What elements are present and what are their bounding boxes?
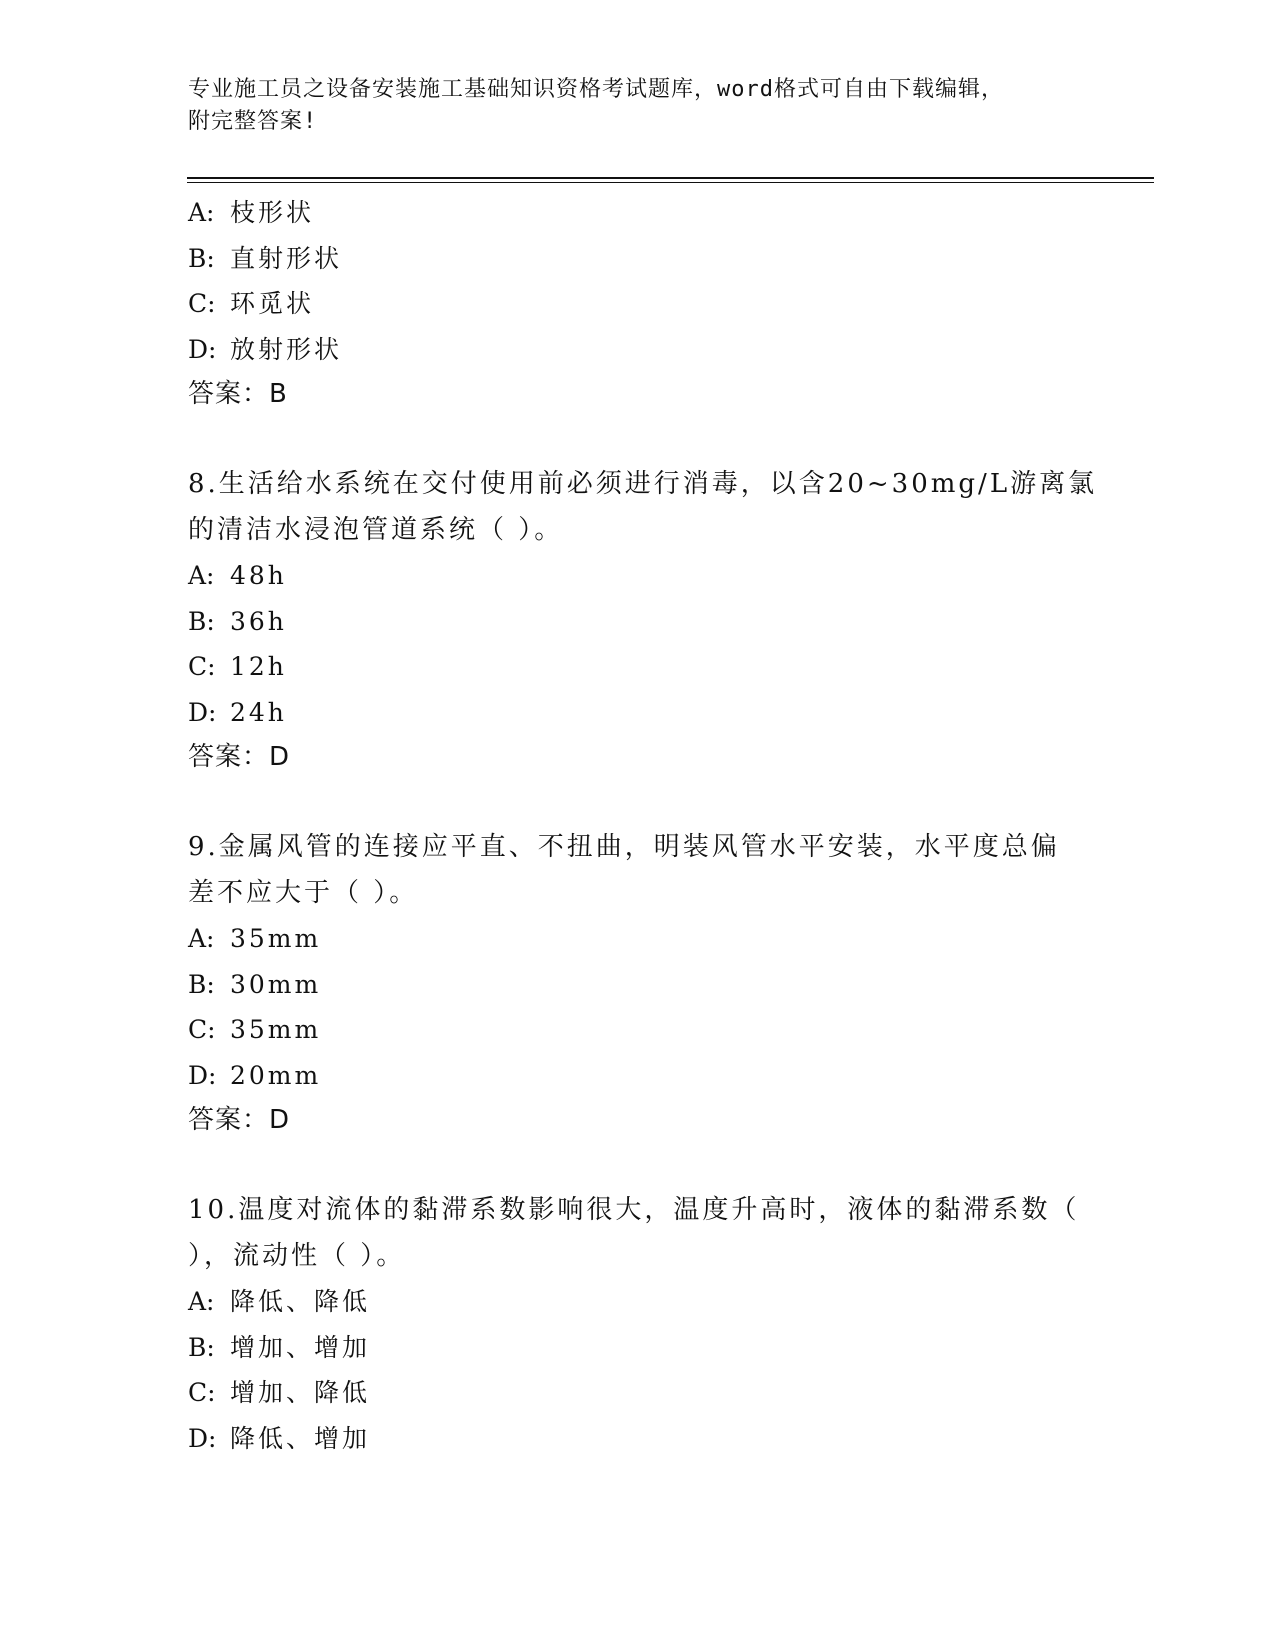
header-line-1: 专业施工员之设备安装施工基础知识资格考试题库，word格式可自由下载编辑， xyxy=(188,77,1004,102)
option-label: D: xyxy=(188,334,217,364)
document-header xyxy=(188,74,1068,138)
option-label: A: xyxy=(188,561,215,590)
question-stem-line-1: 10.温度对流体的黏滞系数影响很大，温度升高时，液体的黏滞系数（ xyxy=(188,1195,1080,1225)
question-7 xyxy=(188,190,1068,417)
option-text: 放射形状 xyxy=(230,334,343,364)
option-label: D: xyxy=(188,697,217,727)
option-text: 35mm xyxy=(230,924,322,953)
option-text: 48h xyxy=(230,561,287,590)
question-stem-line-1: 9.金属风管的连接应平直、不扭曲，明装风管水平安装，水平度总偏 xyxy=(188,832,1060,862)
option-b xyxy=(188,599,1068,645)
option-c xyxy=(188,644,1068,690)
option-label: C: xyxy=(188,1378,216,1407)
option-d xyxy=(188,1416,1068,1462)
question-8 xyxy=(188,462,1098,780)
option-text: 环觅状 xyxy=(230,289,315,318)
option-label: A: xyxy=(188,924,215,953)
option-b xyxy=(188,1325,1068,1371)
question-9 xyxy=(188,825,1068,1143)
answer-line: 答案：D xyxy=(188,1105,291,1135)
option-label: B: xyxy=(188,969,215,999)
option-text: 增加、增加 xyxy=(230,1332,371,1362)
option-c xyxy=(188,1007,1068,1053)
option-d xyxy=(188,1053,1068,1099)
question-10 xyxy=(188,1188,1080,1461)
option-label: B: xyxy=(188,1332,215,1362)
option-a xyxy=(188,916,1068,962)
option-c xyxy=(188,281,1068,327)
option-label: C: xyxy=(188,652,216,681)
option-text: 直射形状 xyxy=(230,243,343,273)
option-text: 35mm xyxy=(230,1015,322,1044)
option-text: 12h xyxy=(230,652,287,681)
option-text: 增加、降低 xyxy=(230,1378,371,1407)
option-b xyxy=(188,236,1068,282)
option-text: 降低、增加 xyxy=(230,1423,371,1453)
option-label: C: xyxy=(188,289,216,318)
option-a xyxy=(188,190,1068,236)
option-text: 降低、降低 xyxy=(230,1287,371,1316)
option-a xyxy=(188,1279,1068,1325)
question-stem-line-2: 的清洁水浸泡管道系统（ ）。 xyxy=(188,514,564,545)
option-b xyxy=(188,962,1068,1008)
answer-line: 答案：B xyxy=(188,379,288,409)
option-label: D: xyxy=(188,1060,217,1090)
option-a xyxy=(188,553,1068,599)
option-d xyxy=(188,690,1068,736)
option-text: 枝形状 xyxy=(230,198,315,227)
option-c xyxy=(188,1370,1068,1416)
header-divider-thick xyxy=(187,177,1154,179)
header-line-2: 附完整答案! xyxy=(188,109,318,134)
option-d xyxy=(188,327,1068,373)
question-content xyxy=(188,190,1098,1461)
answer-line: 答案：D xyxy=(188,742,291,772)
option-label: D: xyxy=(188,1423,217,1453)
option-text: 30mm xyxy=(230,969,322,999)
option-label: C: xyxy=(188,1015,216,1044)
question-stem-line-2: 差不应大于（ ）。 xyxy=(188,877,419,908)
option-label: A: xyxy=(188,198,215,227)
option-text: 24h xyxy=(230,697,287,727)
option-label: A: xyxy=(188,1287,215,1316)
option-label: B: xyxy=(188,243,215,273)
header-divider-thin xyxy=(187,182,1154,183)
option-text: 20mm xyxy=(230,1060,322,1090)
option-text: 36h xyxy=(230,606,287,636)
question-stem-line-2: ），流动性（ ）。 xyxy=(188,1240,406,1271)
option-label: B: xyxy=(188,606,215,636)
question-stem-line-1: 8.生活给水系统在交付使用前必须进行消毒，以含20~30mg/L游离氯 xyxy=(188,469,1098,499)
